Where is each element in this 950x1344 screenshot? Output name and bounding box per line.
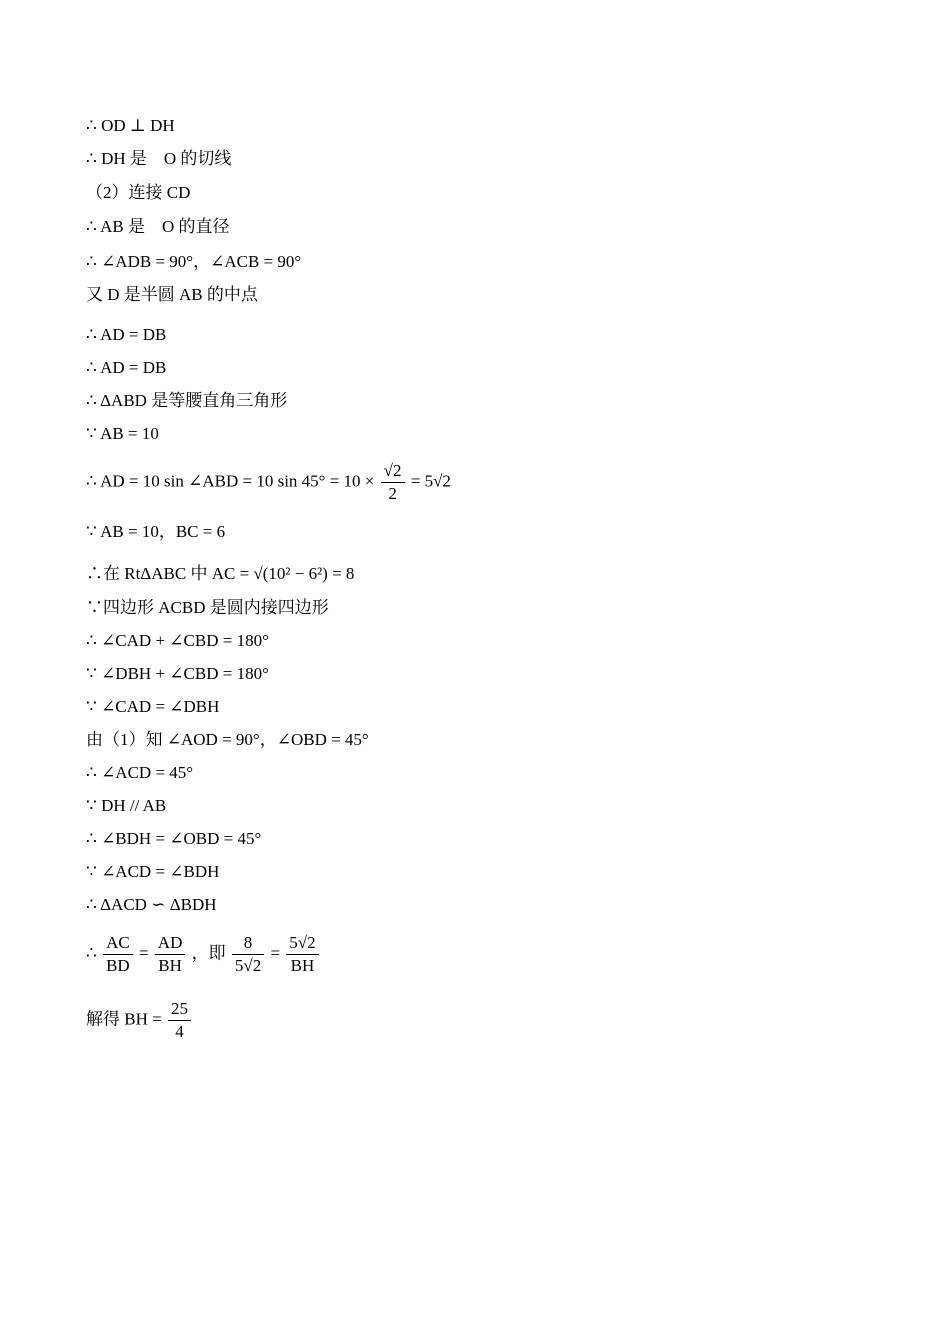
line-22: ∵ ∠ACD = ∠BDH [86, 862, 220, 881]
line-6: 又 D 是半圆 AB 的中点 [86, 285, 258, 304]
fraction-5root2-bh [286, 932, 318, 977]
line-15: ∴ ∠CAD + ∠CBD = 180° [86, 631, 269, 650]
line-18: 由（1）知 ∠AOD = 90°，∠OBD = 45° [86, 730, 369, 749]
fraction-25-4 [168, 998, 191, 1043]
line-24 [86, 932, 321, 977]
line-25-pre: 解得 BH = [86, 1009, 162, 1029]
fraction-denominator: 4 [175, 1022, 184, 1041]
line-13: ∴在 RtΔABC 中 AC = √(10² − 6²) = 8 [86, 564, 355, 583]
line-23: ∴ ΔACD ∽ ΔBDH [86, 895, 217, 914]
line-5: ∴ ∠ADB = 90°，∠ACB = 90° [86, 252, 302, 271]
fraction-ad-bh [155, 932, 186, 977]
line-12: ∵ AB = 10，BC = 6 [86, 522, 226, 541]
fraction-denominator: 5√2 [234, 956, 262, 975]
line-11-pre: ∴ AD = 10 sin ∠ABD = 10 sin 45° = 10 × [86, 471, 375, 491]
fraction-numerator: 25 [168, 998, 191, 1021]
line-1: ∴ OD ⊥ DH [86, 116, 175, 135]
line-8: ∴ AD = DB [86, 358, 167, 377]
fraction-denominator: BH [158, 956, 182, 975]
connector-text: ，即 [191, 943, 226, 963]
line-7: ∴ AD = DB [86, 325, 167, 344]
fraction-ac-bd [103, 932, 133, 977]
equals-sign: = [270, 943, 281, 963]
line-17: ∵ ∠CAD = ∠DBH [86, 697, 220, 716]
line-2: ∴ DH 是 O 的切线 [86, 149, 232, 168]
line-10: ∵ AB = 10 [86, 424, 159, 443]
line-25 [86, 998, 193, 1043]
line-11 [86, 460, 451, 505]
line-3: （2）连接 CD [86, 183, 191, 202]
line-21: ∴ ∠BDH = ∠OBD = 45° [86, 829, 262, 848]
fraction-denominator: BD [106, 956, 130, 975]
fraction-denominator: BH [290, 956, 315, 975]
fraction-numerator: √2 [381, 460, 405, 483]
line-14: ∵四边形 ACBD 是圆内接四边形 [86, 598, 329, 617]
equals-sign: = [138, 943, 149, 963]
line-24-pre: ∴ [86, 943, 97, 963]
fraction-numerator: 8 [232, 932, 264, 955]
fraction-numerator: AD [155, 932, 186, 955]
line-20: ∵ DH // AB [86, 796, 167, 815]
fraction [381, 460, 405, 505]
line-19: ∴ ∠ACD = 45° [86, 763, 194, 782]
fraction-8-5root2 [232, 932, 264, 977]
line-16: ∵ ∠DBH + ∠CBD = 180° [86, 664, 269, 683]
line-4: ∴ AB 是 O 的直径 [86, 217, 230, 236]
fraction-numerator: AC [103, 932, 133, 955]
line-11-post: = 5√2 [410, 471, 451, 491]
fraction-denominator: 2 [388, 484, 397, 503]
line-9: ∴ ΔABD 是等腰直角三角形 [86, 391, 288, 410]
fraction-numerator: 5√2 [286, 932, 318, 955]
